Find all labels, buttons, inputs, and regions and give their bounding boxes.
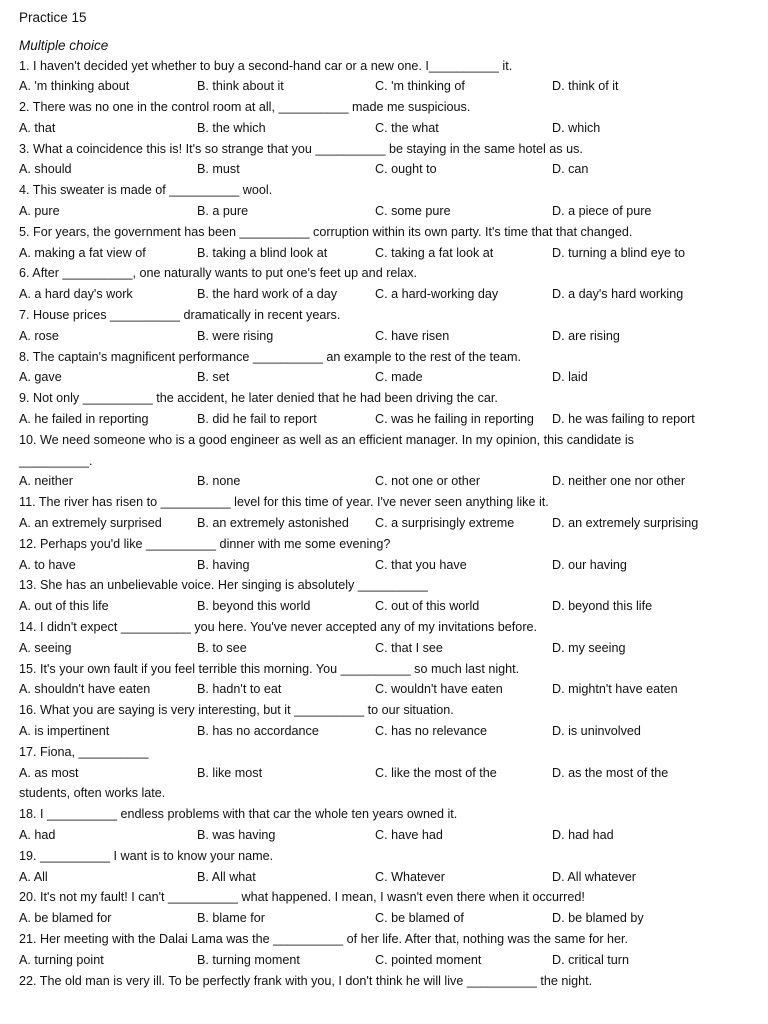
question-text: 3. What a coincidence this is! It's so strange that you __________ be staying in the same hotel as us. — [19, 141, 583, 156]
option-a: A. to have — [19, 557, 76, 572]
answer-options-row — [19, 409, 754, 430]
option-b: B. did he fail to report — [197, 412, 317, 427]
option-a: A. be blamed for — [19, 911, 112, 926]
option-b: B. blame for — [197, 911, 265, 926]
option-c: C. taking a fat look at — [375, 245, 494, 260]
option-b: B. none — [197, 474, 241, 489]
answer-options-row — [19, 908, 754, 929]
answer-options-row — [19, 596, 754, 617]
option-a: A. that — [19, 120, 56, 135]
option-a: A. neither — [19, 474, 73, 489]
option-d: D. neither one nor other — [552, 474, 686, 489]
question-text: 7. House prices __________ dramatically in recent years. — [19, 308, 341, 323]
option-b: B. was having — [197, 827, 276, 842]
question-text: 14. I didn't expect __________ you here. You've never accepted any of my invitations before. — [19, 620, 538, 635]
question-text: 20. It's not my fault! I can't __________ what happened. I mean, I wasn't even there when it occurred! — [19, 890, 585, 905]
option-c: C. ought to — [375, 162, 437, 177]
option-d: D. is uninvolved — [552, 724, 641, 738]
option-d: D. which — [552, 120, 601, 135]
answer-options-row — [19, 284, 754, 305]
answer-options-row — [19, 326, 754, 347]
option-c: C. Whatever — [375, 869, 445, 884]
question-text: 1. I haven't decided yet whether to buy a second-hand car or a new one. I__________ it. — [19, 58, 513, 73]
answer-options-row — [19, 825, 754, 846]
answer-options-row — [19, 513, 754, 534]
question-text: 21. Her meeting with the Dalai Lama was the __________ of her life. After that, nothing was the same for her. — [19, 931, 629, 946]
option-a: A. as most — [19, 765, 79, 780]
option-b: B. to see — [197, 640, 247, 655]
question-text: 5. For years, the government has been __________ corruption within its own party. It's time that that changed. — [19, 224, 633, 239]
question-list — [19, 56, 754, 992]
option-c: C. that you have — [375, 557, 467, 572]
question-text: 10. We need someone who is a good engineer as well as an efficient manager. In my opinion, this candidate is — [19, 432, 634, 447]
option-d: D. he was failing to report — [552, 412, 695, 427]
option-c: C. has no relevance — [375, 724, 488, 738]
option-a: A. turning point — [19, 952, 104, 967]
option-d: D. All whatever — [552, 869, 636, 884]
option-c: C. 'm thinking of — [375, 79, 465, 94]
question-text: 6. After __________, one naturally wants to put one's feet up and relax. — [19, 266, 417, 281]
option-d: D. my seeing — [552, 640, 626, 655]
option-a: A. out of this life — [19, 599, 109, 614]
question-text: 17. Fiona, __________ — [19, 744, 149, 759]
question-text: 12. Perhaps you'd like __________ dinner with me some evening? — [19, 536, 391, 551]
question-text: 11. The river has risen to __________ level for this time of year. I've never seen anything like it. — [19, 495, 549, 510]
question-text: 19. __________ I want is to know your name. — [19, 848, 274, 863]
answer-options-row — [19, 867, 754, 888]
answer-options-row — [19, 118, 754, 139]
option-b: B. were rising — [197, 328, 274, 343]
option-a: A. All — [19, 869, 48, 884]
option-b: B. the which — [197, 120, 266, 135]
option-b: B. think about it — [197, 79, 284, 94]
option-d: D. our having — [552, 557, 627, 572]
option-c: C. be blamed of — [375, 911, 464, 926]
option-c: C. out of this world — [375, 599, 480, 614]
option-c: C. a hard-working day — [375, 287, 499, 302]
option-c: C. a surprisingly extreme — [375, 516, 515, 531]
option-b: B. a pure — [197, 204, 249, 219]
question-text: 15. It's your own fault if you feel terrible this morning. You __________ so much last night. — [19, 661, 520, 676]
option-d: D. can — [552, 162, 589, 177]
question-text: students, often works late. — [19, 786, 166, 801]
option-a: A. shouldn't have eaten — [19, 682, 151, 697]
question-text: 9. Not only __________ the accident, he later denied that he had been driving the car. — [19, 391, 498, 406]
option-b: B. taking a blind look at — [197, 245, 328, 260]
option-b: B. must — [197, 162, 240, 177]
practice-title: Practice 15 — [19, 10, 87, 25]
option-c: C. was he failing in reporting — [375, 412, 534, 427]
option-c: C. pointed moment — [375, 952, 482, 967]
option-c: C. wouldn't have eaten — [375, 682, 503, 697]
answer-options-row — [19, 638, 754, 659]
option-c: C. that I see — [375, 640, 443, 655]
option-a: A. should — [19, 162, 72, 177]
section-heading: Multiple choice — [19, 38, 109, 53]
question-text: 16. What you are saying is very interesting, but it __________ to our situation. — [19, 703, 454, 718]
option-b: B. hadn't to eat — [197, 682, 282, 697]
option-b: B. an extremely astonished — [197, 516, 349, 531]
answer-options-row — [19, 950, 754, 971]
answer-options-row — [19, 243, 754, 264]
option-d: D. an extremely surprising — [552, 516, 699, 531]
option-a: A. 'm thinking about — [19, 79, 130, 94]
answer-options-row — [19, 721, 754, 742]
option-b: B. beyond this world — [197, 599, 311, 614]
option-a: A. had — [19, 827, 56, 842]
answer-options-row — [19, 201, 754, 222]
option-b: B. set — [197, 370, 230, 385]
question-text: 8. The captain's magnificent performance __________ an example to the rest of the team. — [19, 349, 522, 364]
option-d: D. had had — [552, 827, 614, 842]
question-text: 18. I __________ endless problems with that car the whole ten years owned it. — [19, 807, 458, 822]
option-a: A. gave — [19, 370, 62, 385]
option-d: D. a piece of pure — [552, 204, 652, 219]
option-d: D. be blamed by — [552, 911, 644, 926]
option-a: A. pure — [19, 204, 60, 219]
answer-options-row — [19, 555, 754, 576]
answer-options-row — [19, 367, 754, 388]
answer-options-row — [19, 679, 754, 700]
option-c: C. some pure — [375, 204, 451, 219]
option-d: D. think of it — [552, 79, 619, 94]
option-d: D. laid — [552, 370, 588, 385]
option-a: A. an extremely surprised — [19, 516, 162, 531]
option-d: D. as the most of the — [552, 765, 669, 780]
option-c: C. not one or other — [375, 474, 481, 489]
answer-options-row — [19, 471, 754, 492]
option-b: B. having — [197, 557, 250, 572]
question-text: __________. — [19, 453, 93, 468]
option-d: D. beyond this life — [552, 599, 653, 614]
question-text: 2. There was no one in the control room at all, __________ made me suspicious. — [19, 100, 471, 115]
option-d: D. mightn't have eaten — [552, 682, 678, 697]
option-c: C. made — [375, 370, 423, 385]
option-a: A. making a fat view of — [19, 245, 146, 260]
option-a: A. a hard day's work — [19, 287, 133, 302]
answer-options-row — [19, 159, 754, 180]
option-d: D. turning a blind eye to — [552, 245, 686, 260]
option-b: B. turning moment — [197, 952, 300, 967]
option-c: C. have risen — [375, 328, 450, 343]
option-c: C. like the most of the — [375, 765, 497, 780]
option-d: D. a day's hard working — [552, 287, 684, 302]
option-c: C. the what — [375, 120, 439, 135]
option-a: A. seeing — [19, 640, 72, 655]
option-b: B. the hard work of a day — [197, 287, 338, 302]
option-a: A. he failed in reporting — [19, 412, 149, 427]
answer-options-row — [19, 763, 754, 784]
option-a: A. rose — [19, 328, 59, 343]
question-text: 4. This sweater is made of __________ wool. — [19, 183, 273, 198]
answer-options-row — [19, 76, 754, 97]
option-d: D. are rising — [552, 328, 620, 343]
option-b: B. has no accordance — [197, 724, 319, 738]
question-text: 22. The old man is very ill. To be perfectly frank with you, I don't think he will live __________ the night. — [19, 973, 593, 988]
option-a: A. is impertinent — [19, 724, 110, 738]
option-b: B. like most — [197, 765, 263, 780]
option-d: D. critical turn — [552, 952, 629, 967]
option-b: B. All what — [197, 869, 256, 884]
option-c: C. have had — [375, 827, 443, 842]
question-text: 13. She has an unbelievable voice. Her singing is absolutely __________ — [19, 578, 428, 593]
